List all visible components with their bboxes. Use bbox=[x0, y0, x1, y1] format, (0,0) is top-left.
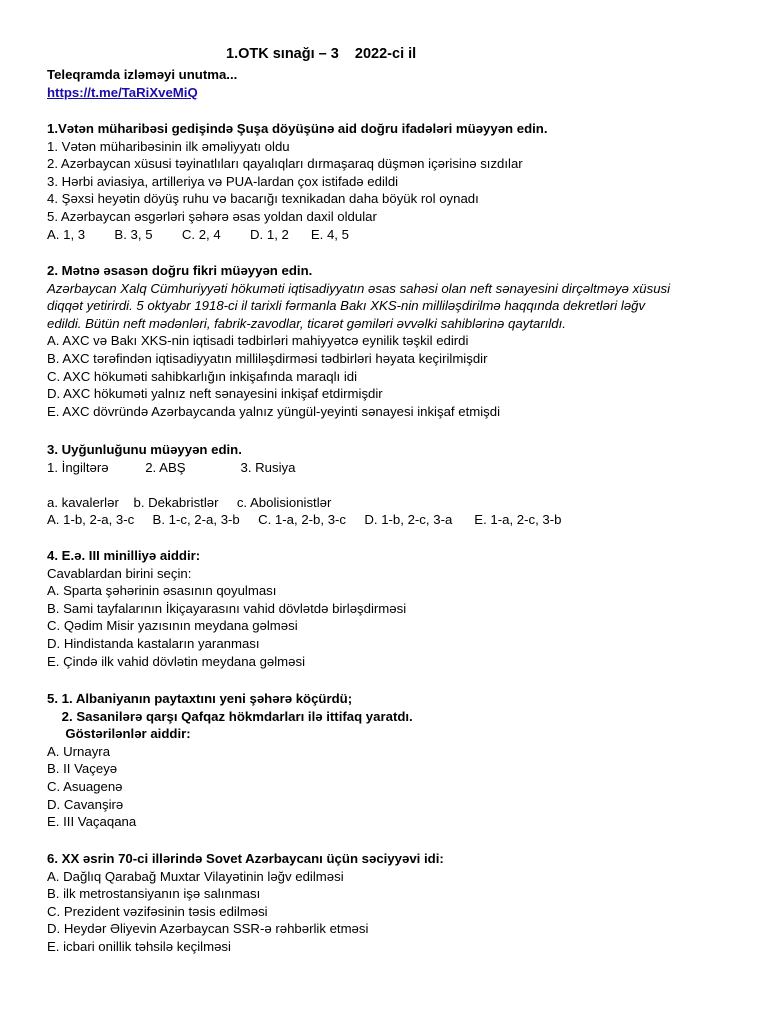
page-title: 1.OTK sınağı – 3 2022-ci il bbox=[226, 46, 417, 62]
intro-block bbox=[47, 66, 727, 101]
answer-option: C. Asuagenə bbox=[47, 778, 123, 794]
statement-item: 1. Vətən müharibəsinin ilk əməliyyatı oldu bbox=[47, 138, 290, 154]
answer-option: B. ilk metrostansiyanın işə salınması bbox=[47, 886, 261, 902]
answer-option: C. Prezident vəzifəsinin təsis edilməsi bbox=[47, 903, 268, 919]
question-5-text: 2. Sasanilərə qarşı Qafqaz hökmdarları ilə ittifaq yaratdı. bbox=[47, 708, 413, 724]
question-5-text: Göstərilənlər aiddir: bbox=[47, 726, 191, 742]
instruction-text: Cavablardan birini seçin: bbox=[47, 565, 192, 581]
telegram-text: Teleqramda izləməyi unutma... bbox=[47, 67, 238, 82]
answer-option: C. AXC hökuməti sahibkarlığın inkişafında maraqlı idi bbox=[47, 368, 358, 384]
answer-option: E. Çində ilk vahid dövlətin meydana gəlməsi bbox=[47, 653, 306, 669]
answer-options: A. 1, 3 B. 3, 5 C. 2, 4 D. 1, 2 E. 4, 5 bbox=[47, 226, 349, 242]
answer-option: B. II Vaçeyə bbox=[47, 761, 118, 777]
spacer bbox=[47, 476, 727, 494]
statement-item: 2. Azərbaycan xüsusi təyinatlıları qayalıqları dırmaşaraq düşmən içərisinə sızdılar bbox=[47, 156, 523, 172]
question-6 bbox=[47, 850, 727, 956]
passage-line: edildi. Bütün neft mədənləri, fabrik-zavodlar, ticarət gəmiləri əvvəlki sahiblərinə qaytarıldı. bbox=[47, 315, 566, 331]
answer-option: E. icbari onillik təhsilə keçilməsi bbox=[47, 938, 231, 954]
countries-list: 1. İngiltərə 2. ABŞ 3. Rusiya bbox=[47, 459, 296, 475]
question-1-text: 1.Vətən müharibəsi gedişində Şuşa döyüşünə aid doğru ifadələri müəyyən edin. bbox=[47, 121, 548, 136]
question-1 bbox=[47, 120, 727, 243]
question-5 bbox=[47, 690, 727, 831]
statement-item: 4. Şəxsi heyətin döyüş ruhu və bacarığı texnikadan daha böyük rol oynadı bbox=[47, 191, 479, 207]
answer-option: C. Qədim Misir yazısının meydana gəlməsi bbox=[47, 618, 298, 634]
question-2 bbox=[47, 262, 727, 420]
passage-line: Azərbaycan Xalq Cümhuriyyəti hökuməti iqtisadiyyatın əsas sahəsi olan neft sənayesini dirçəltməyə xüsusi bbox=[47, 280, 671, 296]
answer-option: D. Hindistanda kastaların yaranması bbox=[47, 635, 260, 651]
question-5-text: 5. 1. Albaniyanın paytaxtını yeni şəhərə köçürdü; bbox=[47, 691, 353, 706]
telegram-link[interactable]: https://t.me/TaRiXveMiQ bbox=[47, 84, 198, 100]
answer-option: A. AXC və Bakı XKS-nin iqtisadi tədbirləri mahiyyətcə eynilik təşkil edirdi bbox=[47, 333, 469, 349]
question-3 bbox=[47, 441, 727, 529]
answer-option: D. Cavanşirə bbox=[47, 796, 124, 812]
answer-options: A. 1-b, 2-a, 3-c B. 1-c, 2-a, 3-b C. 1-a, 2-b, 3-c D. 1-b, 2-c, 3-a E. 1-a, 2-c, 3-b bbox=[47, 512, 562, 528]
statement-item: 5. Azərbaycan əsgərləri şəhərə əsas yoldan daxil oldular bbox=[47, 208, 377, 224]
answer-option: E. AXC dövründə Azərbaycanda yalnız yüngül-yeyinti sənayesi inkişaf etmişdi bbox=[47, 403, 501, 419]
question-4 bbox=[47, 547, 727, 670]
question-3-text: 3. Uyğunluğunu müəyyən edin. bbox=[47, 442, 242, 457]
answer-option: A. Sparta şəhərinin əsasının qoyulması bbox=[47, 583, 277, 599]
question-2-text: 2. Mətnə əsasən doğru fikri müəyyən edin. bbox=[47, 263, 313, 278]
answer-option: B. Sami tayfalarının İkiçayarasını vahid dövlətdə birləşdirməsi bbox=[47, 600, 407, 616]
answer-option: A. Urnayra bbox=[47, 743, 111, 759]
question-4-text: 4. E.ə. III minilliyə aiddir: bbox=[47, 548, 201, 563]
statement-item: 3. Hərbi aviasiya, artilleriya və PUA-lardan çox istifadə edildi bbox=[47, 173, 399, 189]
passage-line: diqqət yetirirdi. 5 oktyabr 1918-ci il tarixli fərmanla Bakı XKS-nin milliləşdirilmə haqqında dekretləri ləğv bbox=[47, 298, 646, 314]
answer-option: E. III Vaçaqana bbox=[47, 814, 137, 830]
question-6-text: 6. XX əsrin 70-ci illərində Sovet Azərbaycanı üçün səciyyəvi idi: bbox=[47, 851, 444, 866]
answer-option: D. Heydər Əliyevin Azərbaycan SSR-ə rəhbərlik etməsi bbox=[47, 921, 369, 937]
answer-option: B. AXC tərəfindən iqtisadiyyatın milliləşdirməsi tədbirləri həyata keçirilmişdir bbox=[47, 350, 488, 366]
answer-option: A. Dağlıq Qarabağ Muxtar Vilayətinin ləğv edilməsi bbox=[47, 868, 344, 884]
groups-list: a. kavalerlər b. Dekabristlər c. Abolisionistlər bbox=[47, 494, 332, 510]
answer-option: D. AXC hökuməti yalnız neft sənayesini inkişaf etdirmişdir bbox=[47, 386, 383, 402]
